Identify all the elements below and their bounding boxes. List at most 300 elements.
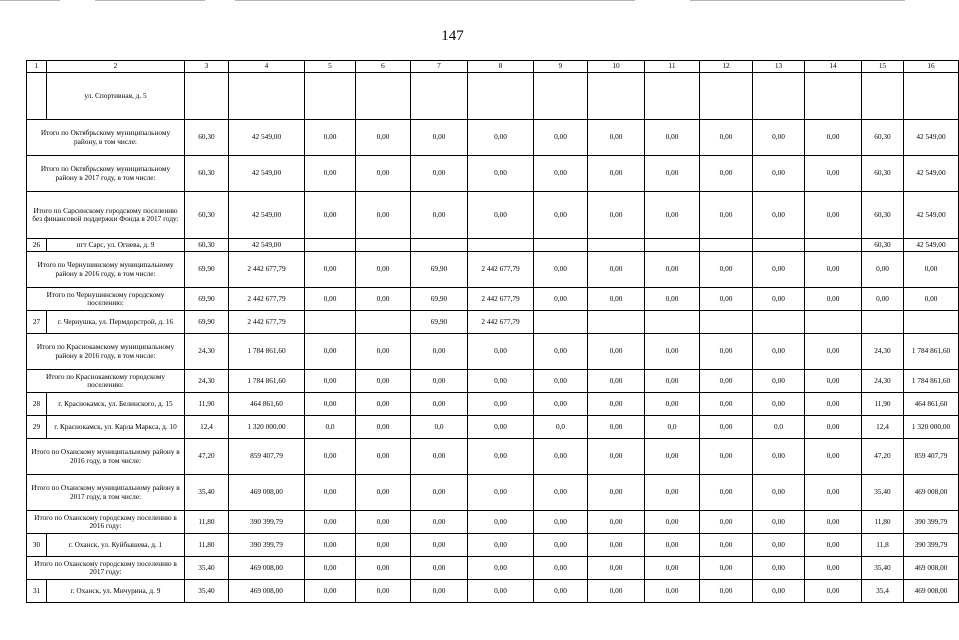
cell-value: 60,30 bbox=[862, 239, 904, 252]
cell-value: 0,00 bbox=[588, 334, 645, 370]
cell-value: 0,00 bbox=[700, 475, 753, 511]
cell-value: 0,00 bbox=[356, 192, 411, 239]
cell-value bbox=[645, 73, 700, 120]
cell-value: 0,00 bbox=[753, 288, 805, 311]
cell-value: 42 549,00 bbox=[229, 156, 305, 192]
cell-value: 35,40 bbox=[185, 557, 229, 580]
cell-value: 69,90 bbox=[185, 311, 229, 334]
cell-value: 0,00 bbox=[645, 534, 700, 557]
row-address: ул. Спортивная, д. 5 bbox=[47, 73, 185, 120]
cell-value: 0,00 bbox=[753, 192, 805, 239]
cell-value: 0,00 bbox=[468, 511, 534, 534]
cell-value: 0,00 bbox=[356, 288, 411, 311]
cell-value: 42 549,00 bbox=[904, 120, 959, 156]
cell-value: 0,00 bbox=[305, 120, 356, 156]
column-header: 2 bbox=[47, 61, 185, 73]
cell-value bbox=[753, 239, 805, 252]
cell-value: 0,00 bbox=[534, 120, 588, 156]
cell-value: 60,30 bbox=[185, 156, 229, 192]
cell-value: 0,00 bbox=[753, 557, 805, 580]
cell-value: 0,00 bbox=[356, 439, 411, 475]
cell-value: 0,00 bbox=[305, 288, 356, 311]
cell-value: 0,00 bbox=[588, 192, 645, 239]
cell-value: 0,00 bbox=[356, 416, 411, 439]
cell-value bbox=[805, 73, 862, 120]
cell-value: 11,80 bbox=[185, 511, 229, 534]
cell-value: 35,40 bbox=[862, 475, 904, 511]
cell-value bbox=[356, 73, 411, 120]
header-row bbox=[27, 61, 959, 73]
cell-value: 0,00 bbox=[411, 370, 468, 393]
cell-value bbox=[588, 73, 645, 120]
cell-value: 0,00 bbox=[468, 475, 534, 511]
cell-value bbox=[534, 311, 588, 334]
cell-value: 11,80 bbox=[862, 511, 904, 534]
cell-value: 11,80 bbox=[185, 534, 229, 557]
cell-value: 0,00 bbox=[753, 370, 805, 393]
total-row bbox=[27, 120, 959, 156]
column-header: 5 bbox=[305, 61, 356, 73]
cell-value bbox=[862, 73, 904, 120]
cell-value bbox=[588, 311, 645, 334]
cell-value bbox=[411, 239, 468, 252]
item-row bbox=[27, 416, 959, 439]
cell-value: 0,00 bbox=[805, 288, 862, 311]
scan-edge-line bbox=[690, 0, 905, 1]
cell-value: 42 549,00 bbox=[904, 239, 959, 252]
row-number: 27 bbox=[27, 311, 47, 334]
cell-value bbox=[411, 73, 468, 120]
cell-value: 0,00 bbox=[700, 288, 753, 311]
cell-value: 0,00 bbox=[805, 416, 862, 439]
cell-value: 0,00 bbox=[534, 252, 588, 288]
cell-value: 60,30 bbox=[862, 120, 904, 156]
cell-value: 2 442 677,79 bbox=[229, 311, 305, 334]
cell-value: 0,00 bbox=[468, 120, 534, 156]
cell-value: 0,00 bbox=[356, 370, 411, 393]
cell-value bbox=[805, 239, 862, 252]
row-label: Итого по Октябрьскому муниципальному району в 2017 году, в том числе: bbox=[27, 156, 185, 192]
cell-value: 469 008,00 bbox=[904, 580, 959, 603]
total-row bbox=[27, 475, 959, 511]
cell-value: 859 407,79 bbox=[229, 439, 305, 475]
item-row bbox=[27, 239, 959, 252]
cell-value: 0,00 bbox=[411, 534, 468, 557]
cell-value: 47,20 bbox=[862, 439, 904, 475]
cell-value: 42 549,00 bbox=[229, 192, 305, 239]
scan-edge-line bbox=[235, 0, 635, 1]
cell-value: 0,00 bbox=[700, 557, 753, 580]
cell-value: 0,00 bbox=[645, 252, 700, 288]
cell-value bbox=[645, 239, 700, 252]
cell-value: 0,00 bbox=[700, 439, 753, 475]
cell-value: 69,90 bbox=[411, 311, 468, 334]
cell-value: 0,00 bbox=[305, 192, 356, 239]
cell-value: 60,30 bbox=[185, 192, 229, 239]
cell-value: 42 549,00 bbox=[904, 192, 959, 239]
row-number: 31 bbox=[27, 580, 47, 603]
cell-value: 0,00 bbox=[356, 252, 411, 288]
total-row bbox=[27, 252, 959, 288]
cell-value bbox=[534, 73, 588, 120]
cell-value: 24,30 bbox=[185, 334, 229, 370]
cell-value: 0,00 bbox=[411, 334, 468, 370]
cell-value: 0,00 bbox=[700, 156, 753, 192]
cell-value: 0,00 bbox=[700, 580, 753, 603]
cell-value: 0,00 bbox=[411, 475, 468, 511]
cell-value: 35,4 bbox=[862, 580, 904, 603]
cell-value bbox=[753, 311, 805, 334]
cell-value: 0,00 bbox=[534, 334, 588, 370]
cell-value: 0,00 bbox=[700, 393, 753, 416]
cell-value: 47,20 bbox=[185, 439, 229, 475]
cell-value: 12,4 bbox=[185, 416, 229, 439]
row-number: 30 bbox=[27, 534, 47, 557]
column-header: 12 bbox=[700, 61, 753, 73]
column-header: 16 bbox=[904, 61, 959, 73]
cell-value: 0,00 bbox=[411, 580, 468, 603]
cell-value: 469 008,00 bbox=[904, 475, 959, 511]
cell-value: 0,00 bbox=[534, 511, 588, 534]
cell-value: 2 442 677,79 bbox=[468, 288, 534, 311]
cell-value: 35,40 bbox=[862, 557, 904, 580]
cell-value: 0,00 bbox=[700, 120, 753, 156]
cell-value: 0,00 bbox=[700, 416, 753, 439]
cell-value: 0,00 bbox=[645, 288, 700, 311]
cell-value: 0,00 bbox=[534, 475, 588, 511]
cell-value: 0,00 bbox=[805, 393, 862, 416]
cell-value: 2 442 677,79 bbox=[468, 252, 534, 288]
cell-value: 42 549,00 bbox=[229, 120, 305, 156]
row-address: пгт Сарс, ул. Огнева, д. 9 bbox=[47, 239, 185, 252]
cell-value: 1 784 861,60 bbox=[229, 334, 305, 370]
cell-value: 0,00 bbox=[753, 120, 805, 156]
column-header: 7 bbox=[411, 61, 468, 73]
cell-value: 0,00 bbox=[588, 393, 645, 416]
cell-value: 0,00 bbox=[645, 370, 700, 393]
row-label: Итого по Краснокамскому городскому поселению: bbox=[27, 370, 185, 393]
cell-value: 0,00 bbox=[468, 580, 534, 603]
cell-value bbox=[356, 239, 411, 252]
cell-value: 0,00 bbox=[411, 439, 468, 475]
cell-value: 0,00 bbox=[411, 511, 468, 534]
cell-value: 0,00 bbox=[534, 580, 588, 603]
cell-value: 0,00 bbox=[904, 288, 959, 311]
total-row bbox=[27, 334, 959, 370]
cell-value: 0,00 bbox=[805, 156, 862, 192]
cell-value: 2 442 677,79 bbox=[229, 288, 305, 311]
cell-value: 2 442 677,79 bbox=[229, 252, 305, 288]
cell-value bbox=[904, 311, 959, 334]
cell-value bbox=[862, 311, 904, 334]
cell-value bbox=[700, 239, 753, 252]
cell-value: 0,00 bbox=[468, 439, 534, 475]
cell-value: 0,00 bbox=[588, 288, 645, 311]
cell-value bbox=[700, 311, 753, 334]
cell-value: 0,00 bbox=[805, 120, 862, 156]
cell-value: 42 549,00 bbox=[904, 156, 959, 192]
cell-value: 0,00 bbox=[468, 370, 534, 393]
cell-value: 0,00 bbox=[645, 475, 700, 511]
cell-value: 0,00 bbox=[588, 120, 645, 156]
column-header: 9 bbox=[534, 61, 588, 73]
row-number bbox=[27, 73, 47, 120]
column-header: 11 bbox=[645, 61, 700, 73]
cell-value: 469 008,00 bbox=[229, 580, 305, 603]
cell-value: 0,00 bbox=[305, 475, 356, 511]
row-label: Итого по Октябрьскому муниципальному району, в том числе: bbox=[27, 120, 185, 156]
cell-value: 0,00 bbox=[645, 393, 700, 416]
column-header: 1 bbox=[27, 61, 47, 73]
total-row bbox=[27, 511, 959, 534]
cell-value: 0,00 bbox=[645, 511, 700, 534]
item-row bbox=[27, 393, 959, 416]
cell-value: 0,00 bbox=[645, 192, 700, 239]
cell-value: 0,00 bbox=[645, 439, 700, 475]
cell-value: 0,00 bbox=[588, 475, 645, 511]
cell-value: 35,40 bbox=[185, 580, 229, 603]
row-address: г. Оханск, ул. Мичурина, д. 9 bbox=[47, 580, 185, 603]
cell-value: 11,8 bbox=[862, 534, 904, 557]
cell-value: 0,00 bbox=[645, 580, 700, 603]
cell-value: 0,00 bbox=[753, 252, 805, 288]
cell-value: 464 861,60 bbox=[229, 393, 305, 416]
total-row bbox=[27, 192, 959, 239]
row-address: г. Краснокамск, ул. Белинского, д. 15 bbox=[47, 393, 185, 416]
cell-value: 1 784 861,60 bbox=[229, 370, 305, 393]
cell-value: 469 008,00 bbox=[229, 475, 305, 511]
cell-value: 0,00 bbox=[904, 252, 959, 288]
cell-value: 0,00 bbox=[645, 120, 700, 156]
cell-value: 24,30 bbox=[862, 334, 904, 370]
total-row bbox=[27, 370, 959, 393]
cell-value: 0,00 bbox=[356, 580, 411, 603]
column-header: 3 bbox=[185, 61, 229, 73]
cell-value: 0,00 bbox=[356, 334, 411, 370]
cell-value: 0,00 bbox=[700, 252, 753, 288]
item-row bbox=[27, 580, 959, 603]
cell-value: 0,00 bbox=[753, 156, 805, 192]
row-label: Итого по Оханскому городскому поселению в 2016 году: bbox=[27, 511, 185, 534]
cell-value: 0,00 bbox=[805, 334, 862, 370]
cell-value: 60,30 bbox=[185, 239, 229, 252]
cell-value: 69,90 bbox=[185, 252, 229, 288]
cell-value bbox=[185, 73, 229, 120]
cell-value bbox=[356, 311, 411, 334]
cell-value: 0,00 bbox=[588, 557, 645, 580]
cell-value: 0,00 bbox=[805, 475, 862, 511]
row-label: Итого по Краснокамскому муниципальному району в 2016 году, в том числе: bbox=[27, 334, 185, 370]
cell-value: 0,00 bbox=[305, 393, 356, 416]
cell-value: 0,00 bbox=[305, 439, 356, 475]
cell-value: 0,00 bbox=[305, 156, 356, 192]
cell-value: 0,00 bbox=[862, 288, 904, 311]
cell-value: 0,00 bbox=[588, 580, 645, 603]
cell-value: 0,00 bbox=[753, 534, 805, 557]
cell-value: 0,00 bbox=[356, 156, 411, 192]
cell-value: 0,00 bbox=[588, 156, 645, 192]
row-number: 26 bbox=[27, 239, 47, 252]
cell-value: 1 784 861,60 bbox=[904, 370, 959, 393]
cell-value bbox=[805, 311, 862, 334]
cell-value: 0,00 bbox=[468, 334, 534, 370]
column-header: 15 bbox=[862, 61, 904, 73]
cell-value: 0,00 bbox=[305, 252, 356, 288]
cell-value: 2 442 677,79 bbox=[468, 311, 534, 334]
total-row bbox=[27, 439, 959, 475]
row-number: 28 bbox=[27, 393, 47, 416]
item-row bbox=[27, 534, 959, 557]
cell-value: 0,00 bbox=[753, 511, 805, 534]
cell-value: 469 008,00 bbox=[229, 557, 305, 580]
scan-edge-line bbox=[95, 0, 205, 1]
cell-value bbox=[534, 239, 588, 252]
cell-value: 69,90 bbox=[185, 288, 229, 311]
cell-value: 0,00 bbox=[356, 120, 411, 156]
total-row bbox=[27, 288, 959, 311]
cell-value: 1 320 000,00 bbox=[229, 416, 305, 439]
cell-value: 0,00 bbox=[805, 439, 862, 475]
cell-value: 0,0 bbox=[534, 416, 588, 439]
cell-value: 0,00 bbox=[411, 393, 468, 416]
cell-value: 0,00 bbox=[468, 557, 534, 580]
row-label: Итого по Оханскому муниципальному району в 2016 году, в том числе: bbox=[27, 439, 185, 475]
cell-value: 0,00 bbox=[534, 393, 588, 416]
item-row bbox=[27, 311, 959, 334]
cell-value: 69,90 bbox=[411, 288, 468, 311]
row-label: Итого по Чернушинскому городскому поселению: bbox=[27, 288, 185, 311]
cell-value: 0,00 bbox=[411, 192, 468, 239]
cell-value: 0,00 bbox=[700, 334, 753, 370]
cell-value: 0,00 bbox=[468, 156, 534, 192]
column-header: 8 bbox=[468, 61, 534, 73]
column-header: 4 bbox=[229, 61, 305, 73]
cell-value: 0,00 bbox=[753, 439, 805, 475]
cell-value bbox=[468, 239, 534, 252]
cell-value bbox=[700, 73, 753, 120]
scan-edge-line bbox=[0, 0, 60, 1]
cell-value: 0,00 bbox=[534, 439, 588, 475]
cell-value: 0,00 bbox=[753, 334, 805, 370]
cell-value: 390 399,79 bbox=[904, 511, 959, 534]
cell-value: 12,4 bbox=[862, 416, 904, 439]
cell-value: 0,00 bbox=[534, 370, 588, 393]
total-row bbox=[27, 557, 959, 580]
cell-value: 11,90 bbox=[862, 393, 904, 416]
cell-value: 0,00 bbox=[700, 534, 753, 557]
cell-value: 0,00 bbox=[305, 511, 356, 534]
cell-value: 0,0 bbox=[305, 416, 356, 439]
cell-value: 11,90 bbox=[185, 393, 229, 416]
cell-value: 0,00 bbox=[356, 534, 411, 557]
cell-value: 859 407,79 bbox=[904, 439, 959, 475]
cell-value: 464 861,60 bbox=[904, 393, 959, 416]
cell-value: 60,30 bbox=[185, 120, 229, 156]
cell-value: 0,00 bbox=[305, 534, 356, 557]
cell-value: 0,00 bbox=[411, 557, 468, 580]
cell-value bbox=[229, 73, 305, 120]
cell-value: 0,00 bbox=[411, 156, 468, 192]
column-header: 13 bbox=[753, 61, 805, 73]
cell-value: 0,00 bbox=[468, 416, 534, 439]
cell-value: 0,00 bbox=[700, 370, 753, 393]
cell-value: 390 399,79 bbox=[229, 534, 305, 557]
cell-value bbox=[753, 73, 805, 120]
row-label: Итого по Чернушинскому муниципальному району в 2016 году, в том числе: bbox=[27, 252, 185, 288]
cell-value bbox=[645, 311, 700, 334]
cell-value: 0,00 bbox=[805, 557, 862, 580]
row-number: 29 bbox=[27, 416, 47, 439]
cell-value: 0,00 bbox=[805, 252, 862, 288]
cell-value: 0,00 bbox=[645, 557, 700, 580]
cell-value: 60,30 bbox=[862, 192, 904, 239]
cell-value: 1 784 861,60 bbox=[904, 334, 959, 370]
cell-value: 60,30 bbox=[862, 156, 904, 192]
column-header: 6 bbox=[356, 61, 411, 73]
cell-value: 35,40 bbox=[185, 475, 229, 511]
cell-value: 42 549,00 bbox=[229, 239, 305, 252]
cell-value bbox=[305, 239, 356, 252]
cell-value: 0,00 bbox=[468, 192, 534, 239]
cell-value: 0,00 bbox=[356, 475, 411, 511]
cell-value: 0,00 bbox=[468, 534, 534, 557]
cell-value bbox=[588, 239, 645, 252]
cell-value bbox=[904, 73, 959, 120]
cell-value: 0,00 bbox=[534, 288, 588, 311]
cell-value: 469 008,00 bbox=[904, 557, 959, 580]
total-row bbox=[27, 156, 959, 192]
column-header: 10 bbox=[588, 61, 645, 73]
cell-value: 0,00 bbox=[588, 534, 645, 557]
row-address: г. Чернушка, ул. Пермдорстрой, д. 16 bbox=[47, 311, 185, 334]
cell-value: 0,0 bbox=[411, 416, 468, 439]
cell-value: 0,00 bbox=[588, 511, 645, 534]
cell-value: 0,00 bbox=[534, 156, 588, 192]
item-row bbox=[27, 73, 959, 120]
page-number: 147 bbox=[441, 28, 464, 44]
column-header: 14 bbox=[805, 61, 862, 73]
row-label: Итого по Оханскому муниципальному району в 2017 году, в том числе: bbox=[27, 475, 185, 511]
cell-value: 0,00 bbox=[534, 192, 588, 239]
cell-value: 0,00 bbox=[588, 370, 645, 393]
cell-value: 0,00 bbox=[588, 416, 645, 439]
cell-value: 0,00 bbox=[356, 511, 411, 534]
cell-value: 0,0 bbox=[753, 416, 805, 439]
cell-value: 24,30 bbox=[862, 370, 904, 393]
cell-value: 0,00 bbox=[753, 475, 805, 511]
row-address: г. Краснокамск, ул. Карла Маркса, д. 10 bbox=[47, 416, 185, 439]
cell-value: 69,90 bbox=[411, 252, 468, 288]
cell-value bbox=[305, 311, 356, 334]
cell-value: 0,0 bbox=[645, 416, 700, 439]
data-table bbox=[26, 60, 959, 603]
cell-value: 1 320 000,00 bbox=[904, 416, 959, 439]
cell-value: 0,00 bbox=[356, 557, 411, 580]
cell-value: 0,00 bbox=[305, 580, 356, 603]
cell-value: 0,00 bbox=[534, 534, 588, 557]
cell-value: 0,00 bbox=[700, 511, 753, 534]
cell-value: 0,00 bbox=[753, 393, 805, 416]
cell-value: 0,00 bbox=[588, 252, 645, 288]
cell-value: 390 399,79 bbox=[904, 534, 959, 557]
cell-value: 0,00 bbox=[534, 557, 588, 580]
cell-value: 0,00 bbox=[356, 393, 411, 416]
cell-value: 0,00 bbox=[411, 120, 468, 156]
cell-value bbox=[468, 73, 534, 120]
cell-value: 0,00 bbox=[805, 580, 862, 603]
cell-value: 24,30 bbox=[185, 370, 229, 393]
row-address: г. Оханск, ул. Куйбышева, д. 1 bbox=[47, 534, 185, 557]
